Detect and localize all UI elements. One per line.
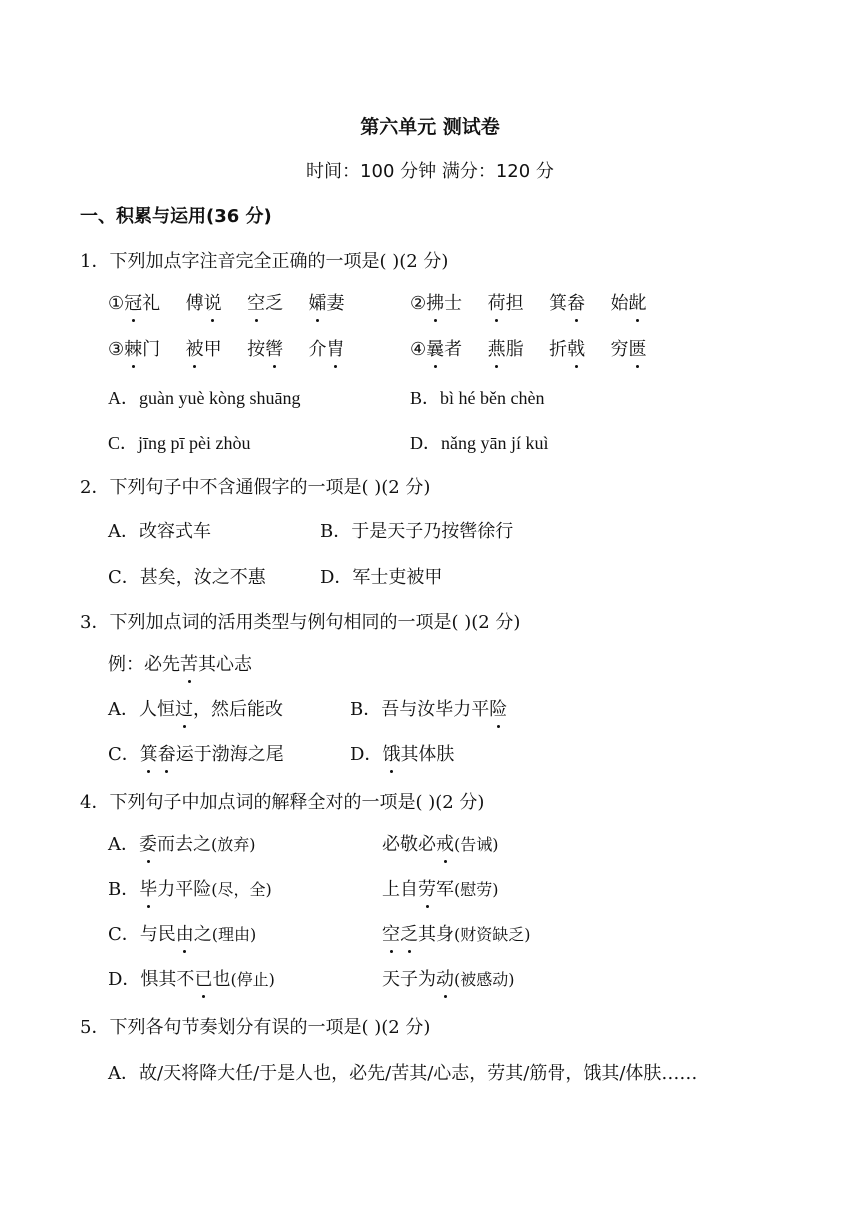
page-title: 第六单元 测试卷 — [360, 116, 500, 138]
q1-word: 始龀 — [610, 293, 647, 314]
q4-row-d-right: 天子为动(被感动) — [382, 969, 515, 990]
q4-row-a-left: A．委而去之(放弃) — [108, 834, 256, 855]
q1-option-b: B．bì hé běn chèn — [410, 388, 545, 408]
q4-row-b-right: 上自劳军(慰劳) — [382, 879, 499, 900]
q3-option-c: C．箕畚运于渤海之尾 — [108, 744, 284, 765]
q1-word: 空乏 — [247, 293, 284, 314]
q1-word: ①冠礼 — [108, 293, 161, 314]
q1-word: 穷匮 — [610, 339, 647, 360]
q1-word: 箕畚 — [549, 293, 586, 314]
q3-option-a: A．人恒过，然后能改 — [108, 699, 283, 720]
q1-word: ③棘门 — [108, 339, 161, 360]
q1-word: 按辔 — [247, 339, 284, 360]
q1-row1-left — [108, 292, 345, 316]
q1-option-c: C．jīng pī pèi zhòu — [108, 433, 251, 453]
q2-option-d: D．军士吏被甲 — [320, 567, 443, 588]
q4-row-a-right: 必敬必戒(告诫) — [382, 834, 499, 855]
q1-word: ④曩者 — [410, 339, 463, 360]
question-1-stem: 1．下列加点字注音完全正确的一项是( )(2 分) — [80, 251, 449, 272]
q1-word: 燕脂 — [487, 339, 524, 360]
q3-option-b: B．吾与汝毕力平险 — [350, 699, 508, 720]
q1-row2-left — [108, 338, 345, 362]
q5-option-a: A．故/天将降大任/于是人也，必先/苦其/心志，劳其/筋骨，饿其/体肤…… — [108, 1063, 698, 1084]
q1-row1-right — [410, 292, 647, 316]
q2-option-a: A．改容式车 — [108, 521, 211, 542]
question-3-stem: 3．下列加点词的活用类型与例句相同的一项是( )(2 分) — [80, 612, 521, 633]
q4-row-c-left: C．与民由之(理由) — [108, 924, 257, 945]
q4-row-d-left: D．惧其不已也(停止) — [108, 969, 275, 990]
question-5-stem: 5．下列各句节奏划分有误的一项是( )(2 分) — [80, 1017, 431, 1038]
q2-option-b: B．于是天子乃按辔徐行 — [320, 521, 514, 542]
q3-example: 例：必先苦其心志 — [108, 654, 252, 675]
section-heading: 一、积累与运用(36 分) — [80, 206, 272, 227]
q1-word: 被甲 — [185, 339, 222, 360]
q1-word: 折戟 — [549, 339, 586, 360]
q4-row-c-right: 空乏其身(财资缺乏) — [382, 924, 531, 945]
question-4-stem: 4．下列句子中加点词的解释全对的一项是( )(2 分) — [80, 792, 485, 813]
q1-option-a: A．guàn yuè kòng shuāng — [108, 388, 301, 408]
q1-word: 孀妻 — [308, 293, 345, 314]
q3-option-d: D．饿其体肤 — [350, 744, 455, 765]
question-2-stem: 2．下列句子中不含通假字的一项是( )(2 分) — [80, 477, 431, 498]
q2-option-c: C．甚矣，汝之不惠 — [108, 567, 266, 588]
q1-word: ②拂士 — [410, 293, 463, 314]
q1-option-d: D．nǎng yān jí kuì — [410, 433, 549, 453]
q1-row2-right — [410, 338, 647, 362]
q4-row-b-left: B．毕力平险(尽，全) — [108, 879, 272, 900]
q1-word: 荷担 — [487, 293, 524, 314]
q1-word: 傅说 — [185, 293, 222, 314]
q1-word: 介胄 — [308, 339, 345, 360]
exam-meta: 时间：100 分钟 满分：120 分 — [306, 161, 554, 182]
